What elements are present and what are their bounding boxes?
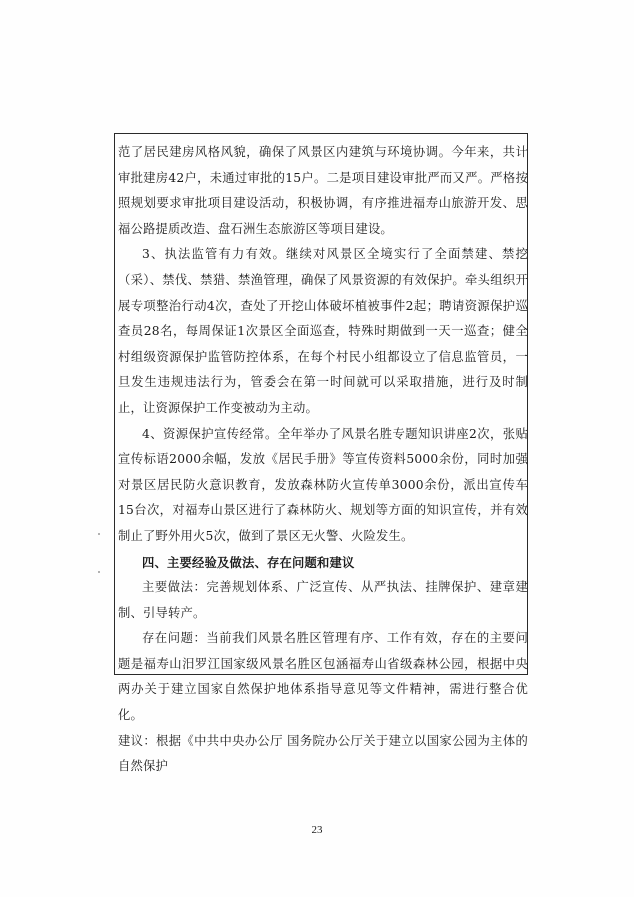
section-heading-experience: 四、主要经验及做法、存在问题和建议 — [142, 554, 355, 570]
paragraph-building-approval: 范了居民建房风格风貌，确保了风景区内建筑与环境协调。今年来，共计审批建房42户，未通过审批的15户。二是项目建设审批严而又严。严格按照规划要求审批项目建设活动，积极协调，有序推进福寿山旅游开发、思福公路提质改造、盘石洲生态旅游区等项目建设。 — [118, 145, 528, 236]
page-number: 23 — [311, 824, 323, 836]
paragraph-law-enforcement: 3、执法监管有力有效。继续对风景区全境实行了全面禁建、禁挖（采）、禁伐、禁猎、禁渔管理，确保了风景资源的有效保护。牵头组织开展专项整治行动4次，查处了开挖山体破坏植被事件2起；聘请资源保护巡查员28名，每周保证1次景区全面巡查，特殊时期做到一天一巡查；健全村组级资源保护监管防控体系，在每个村民小组都设立了信息监管员，一旦发生违规违法行为，管委会在第一时间就可以采取措施，进行及时制止，让资源保护工作变被动为主动。 — [118, 247, 528, 415]
paragraph-existing-problems: 存在问题：当前我们风景名胜区管理有序、工作有效，存在的主要问题是福寿山汨罗江国家级风景名胜区包涵福寿山省级森林公园，根据中央两办关于建立国家自然保护地体系指导意见等文件精神，需进行整合优化。 — [118, 631, 528, 723]
paragraph-publicity: 4、资源保护宣传经常。全年举办了风景名胜专题知识讲座2次，张贴宣传标语2000余幅，发放《居民手册》等宣传资料5000余份，同时加强对景区居民防火意识教育，发放森林防火宣传单3000余份，派出宣传车15台次，对福寿山景区进行了森林防火、规划等方面的知识宣传，并有效制止了野外用火5次，做到了景区无火警、火险发生。 — [118, 426, 528, 543]
scan-speck — [98, 533, 100, 535]
document-body — [118, 140, 528, 780]
paragraph-main-practices: 主要做法：完善规划体系、广泛宣传、从严执法、挂牌保护、建章建制、引导转产。 — [118, 580, 528, 620]
scan-speck — [98, 571, 100, 573]
paragraph-suggestions: 建议：根据《中共中央办公厅 国务院办公厅关于建立以国家公园为主体的自然保护 — [118, 733, 528, 774]
